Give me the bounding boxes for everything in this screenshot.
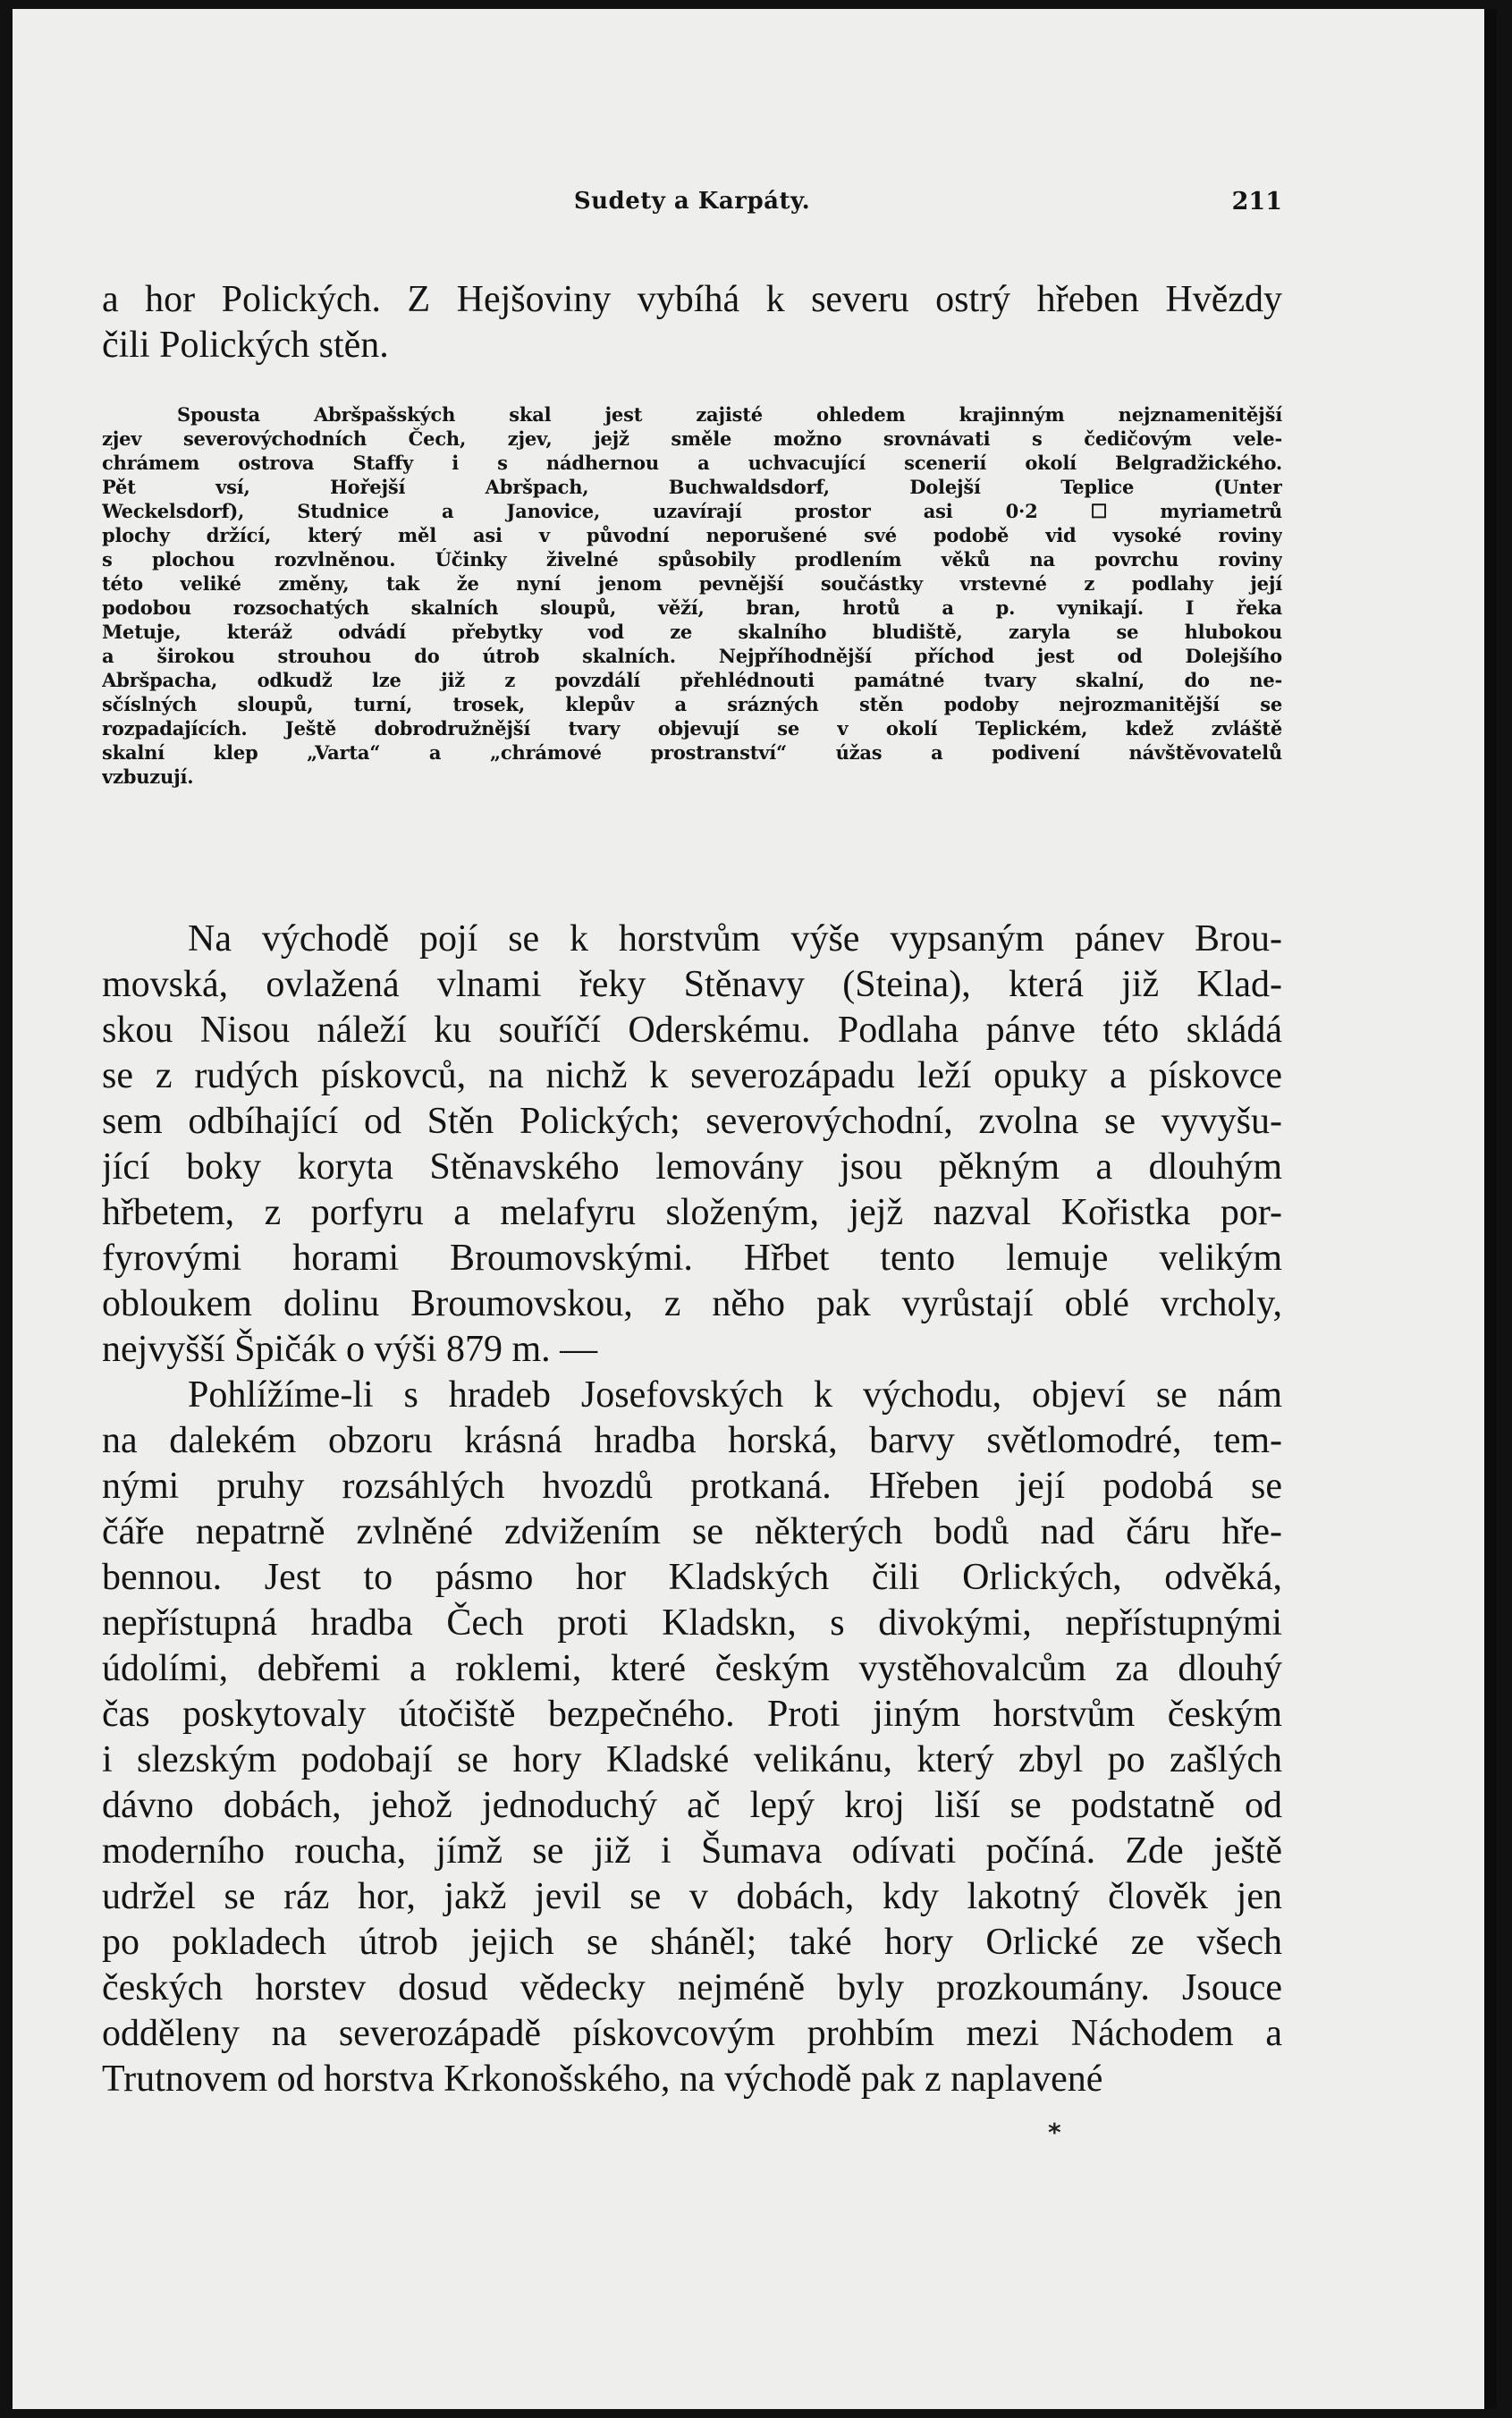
small-print-block (102, 402, 1282, 789)
small-print-line: skalní klep „Varta“ a „chrámové prostranství“ úžas a podivení návštěvovatelů (102, 741, 1282, 764)
text-line: movská, ovlažená vlnami řeky Stěnavy (Steina), která již Klad- (102, 964, 1282, 1005)
signature-mark: * (1048, 2118, 1061, 2147)
intro-text (102, 277, 1282, 368)
text-line: skou Nisou náleží ku souříčí Oderskému. Podlaha pánve této skládá (102, 1010, 1282, 1051)
small-print-line: Weckelsdorf), Studnice a Janovice, uzavírají prostor asi 0·2 ☐ myriametrů (102, 500, 1282, 522)
scanned-page (13, 9, 1497, 2409)
text-line: moderního roucha, jímž se již i Šumava odívati počíná. Zde ještě (102, 1830, 1282, 1872)
small-print-line: Pět vsí, Hořejší Abršpach, Buchwaldsdorf, Dolejší Teplice (Unter (102, 476, 1282, 498)
text-line: hřbetem, z porfyru a melafyru složeným, jejž nazval Kořistka por- (102, 1192, 1282, 1233)
text-line: čili Polických stěn. (102, 325, 389, 366)
text-line: i slezským podobají se hory Kladské velikánu, který zbyl po zašlých (102, 1739, 1282, 1780)
small-print-line: s plochou rozvlněnou. Účinky živelné spůsobily prodlením věků na povrchu roviny (102, 548, 1282, 571)
small-print-line: vzbuzují. (102, 765, 194, 788)
text-line: nými pruhy rozsáhlých hvozdů protkaná. Hřeben její podobá se (102, 1466, 1282, 1507)
running-head: Sudety a Karpáty. (573, 188, 811, 215)
text-line: údolími, debřemi a roklemi, které českým vystěhovalcům za dlouhý (102, 1648, 1282, 1689)
small-print-line: Abršpacha, odkudž lze již z povzdálí přehlédnouti památné tvary skalní, do ne- (102, 669, 1282, 691)
text-line: na dalekém obzoru krásná hradba horská, barvy světlomodré, tem- (102, 1420, 1282, 1461)
text-line: bennou. Jest to pásmo hor Kladských čili Orlických, odvěká, (102, 1557, 1282, 1598)
paragraph-broumov (102, 917, 1282, 1373)
small-print-line: této veliké změny, tak že nyní jenom pevnější součástky vrstevné z podlahy její (102, 572, 1282, 595)
text-line: čas poskytovaly útočiště bezpečného. Proti jiným horstvům českým (102, 1694, 1282, 1735)
small-print-line: Metuje, kteráž odvádí přebytky vod ze skalního bludiště, zaryla se hlubokou (102, 621, 1282, 643)
small-print-line: chrámem ostrova Staffy i s nádhernou a uchvacující scenerií okolí Belgradžického. (102, 452, 1282, 474)
text-line: udržel se ráz hor, jakž jevil se v dobách, kdy lakotný člověk jen (102, 1876, 1282, 1917)
text-line: po pokladech útrob jejich se sháněl; také hory Orlické ze všech (102, 1922, 1282, 1963)
text-line: čáře nepatrně zvlněné zdvižením se některých bodů nad čáru hře- (102, 1511, 1282, 1552)
text-line: Pohlížíme-li s hradeb Josefovských k východu, objeví se nám (188, 1374, 1282, 1416)
text-line: jící boky koryta Stěnavského lemovány jsou pěkným a dlouhým (102, 1146, 1282, 1188)
text-line: obloukem dolinu Broumovskou, z něho pak vyrůstají oblé vrcholy, (102, 1283, 1282, 1324)
page-header (102, 188, 1282, 224)
small-print-line: rozpadajících. Ještě dobrodružnější tvary objevují se v okolí Teplickém, kdež zvláště (102, 717, 1282, 740)
text-line: fyrovými horami Broumovskými. Hřbet tento lemuje velikým (102, 1238, 1282, 1279)
text-line: sem odbíhající od Stěn Polických; severovýchodní, zvolna se vyvyšu- (102, 1101, 1282, 1142)
small-print-line: podobou rozsochatých skalních sloupů, věží, bran, hrotů a p. vynikají. I řeka (102, 596, 1282, 619)
small-print-line: sčíslných sloupů, turní, trosek, klepův a srázných stěn podoby nejrozmanitější se (102, 693, 1282, 715)
text-line: Na východě pojí se k horstvům výše vypsaným pánev Brou- (188, 918, 1282, 960)
paragraph-orlicke-hory (102, 1373, 1282, 2102)
text-line: odděleny na severozápadě pískovcovým prohbím mezi Náchodem a (102, 2013, 1282, 2054)
small-print-line: zjev severovýchodních Čech, zjev, jejž směle možno srovnávati s čedičovým vele- (102, 427, 1282, 450)
text-line: nepřístupná hradba Čech proti Kladskn, s divokými, nepřístupnými (102, 1602, 1282, 1644)
small-print-line: plochy držící, který měl asi v původní neporušené své podobě vid vysoké roviny (102, 524, 1282, 546)
text-line: se z rudých pískovců, na nichž k severozápadu leží opuky a pískovce (102, 1055, 1282, 1096)
text-line: a hor Polických. Z Hejšoviny vybíhá k severu ostrý hřeben Hvězdy (102, 279, 1282, 320)
text-line: dávno dobách, jehož jednoduchý ač lepý kroj liší se podstatně od (102, 1785, 1282, 1826)
small-print-line: a širokou strouhou do útrob skalních. Nejpříhodnější příchod jest od Dolejšího (102, 645, 1282, 667)
text-line: Trutnovem od horstva Krkonošského, na východě pak z naplavené (102, 2059, 1103, 2100)
scan-edge-shadow (1484, 9, 1497, 2409)
page-number: 211 (1231, 188, 1282, 216)
text-line: českých horstev dosud vědecky nejméně byly prozkoumány. Jsouce (102, 1967, 1282, 2008)
small-print-line: Spousta Abršpašských skal jest zajisté ohledem krajinným nejznamenitější (177, 403, 1282, 426)
text-line: nejvyšší Špičák o výši 879 m. — (102, 1329, 598, 1370)
